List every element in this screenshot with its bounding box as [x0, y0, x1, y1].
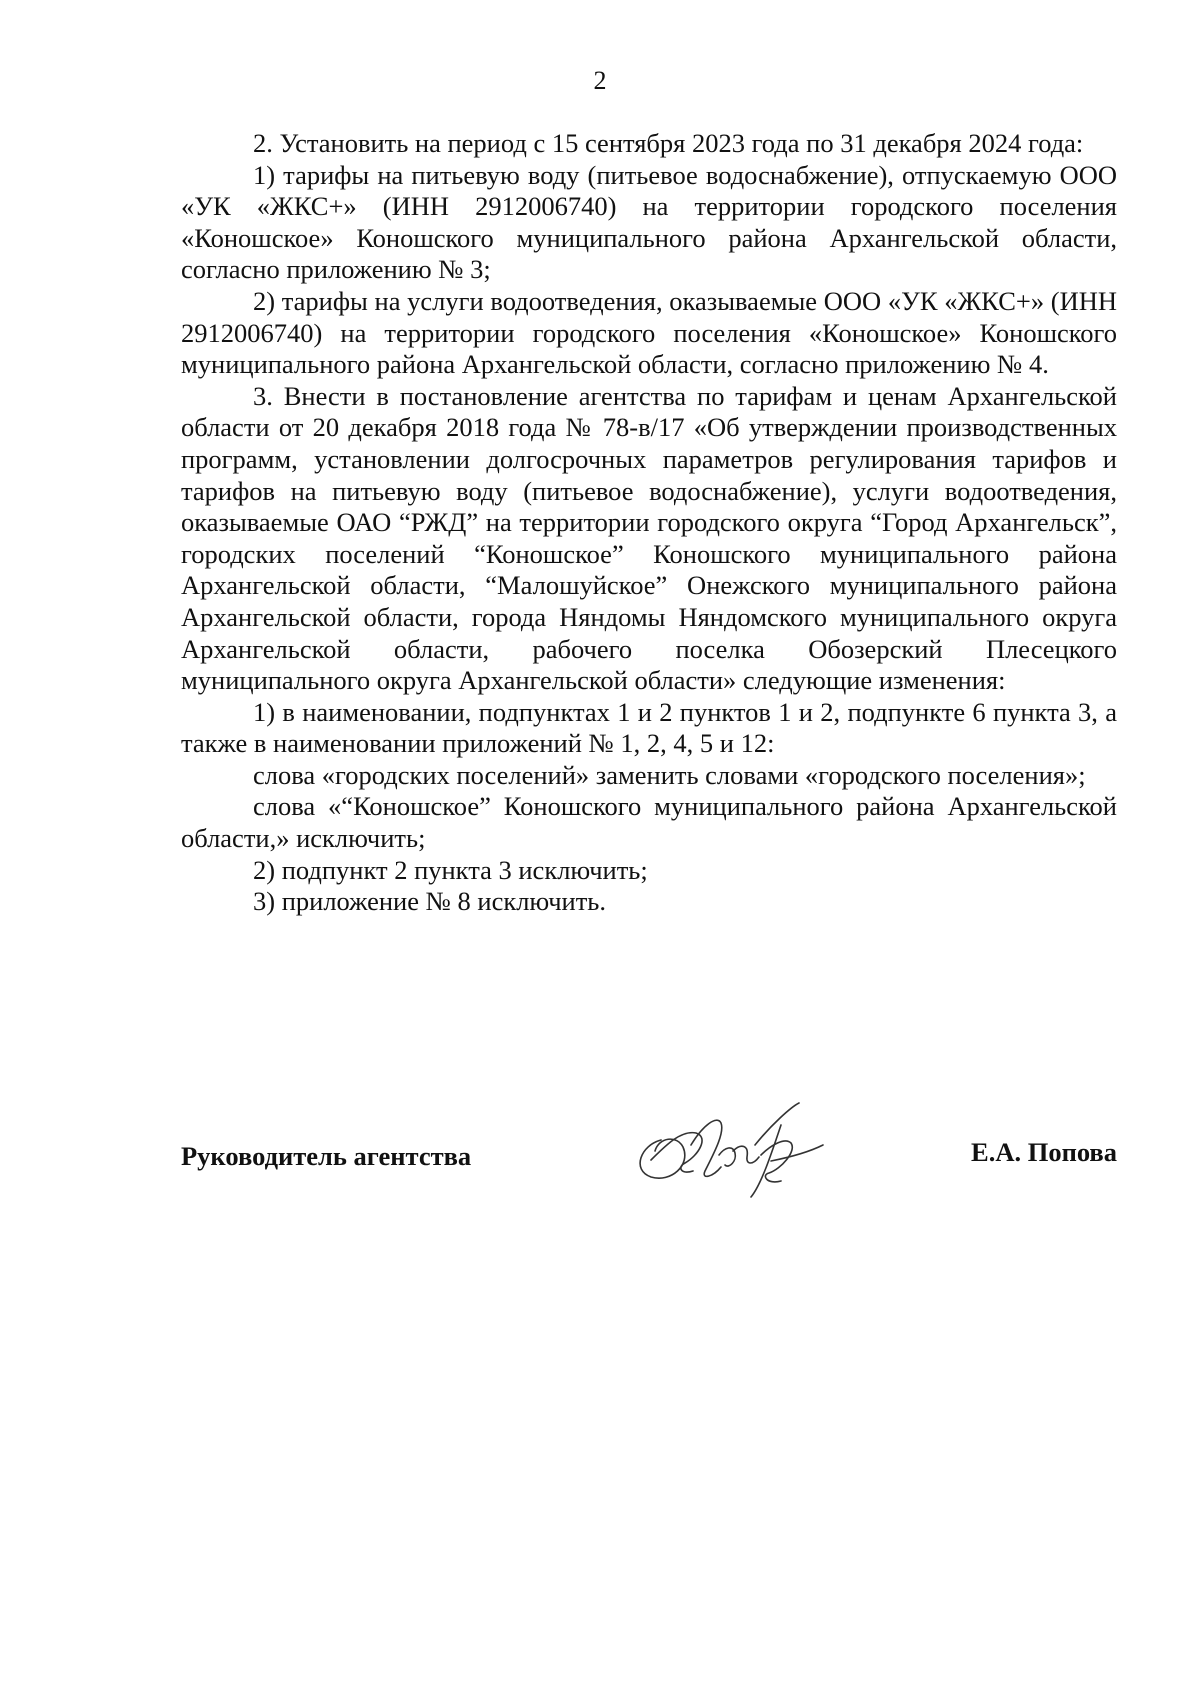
paragraph-2-item-1: 1) тарифы на питьевую воду (питьевое водоснабжение), отпускаемую ООО «УК «ЖКС+» (ИНН 2912006740) на территории городского поселения «Коношское» Коношского муниципального района Архангельской области, согласно приложению № 3; [181, 159, 1117, 285]
paragraph-3-item-2: 2) подпункт 2 пункта 3 исключить; [253, 854, 648, 885]
paragraph-3-heading: 3. Внести в постановление агентства по тарифам и ценам Архангельской области от 20 декабря 2018 года № 78-в/17 «Об утверждении производственных программ, установлении долгосрочных параметров регулирования тарифов и тарифов на питьевую воду (питьевое водоснабжение), услуги водоотведения, оказываемые ОАО “РЖД” на территории городского округа “Город Архангельск”, городских поселений “Коношское” Коношского муниципального района Архангельской области, “Малошуйское” Онежского муниципального района Архангельской области, города Няндомы Няндомского муниципального округа Архангельской области, рабочего поселка Обозерский Плесецкого муниципального округа Архангельской области» следующие изменения: [181, 380, 1117, 696]
paragraph-2-heading: 2. Установить на период с 15 сентября 2023 года по 31 декабря 2024 года: [253, 128, 1084, 158]
signature-block [181, 1100, 1117, 1220]
paragraph-2-item-2: 2) тарифы на услуги водоотведения, оказываемые ООО «УК «ЖКС+» (ИНН 2912006740) на территории городского поселения «Коношское» Коношского муниципального района Архангельской области, согласно приложению № 4. [181, 285, 1117, 380]
document-body [181, 128, 1117, 918]
signatory-name: Е.А. Попова [971, 1137, 1117, 1167]
signatory-title: Руководитель агентства [181, 1141, 472, 1171]
paragraph-3-item-1-replace: слова «городских поселений» заменить словами «городского поселения»; [253, 759, 1086, 790]
page-number: 2 [593, 66, 607, 95]
paragraph-3-item-1: 1) в наименовании, подпунктах 1 и 2 пунктов 1 и 2, подпункте 6 пункта 3, а также в наименовании приложений № 1, 2, 4, 5 и 12: [181, 696, 1117, 759]
handwritten-signature-icon [621, 1085, 841, 1205]
paragraph-3-item-1-exclude: слова «“Коношское” Коношского муниципального района Архангельской области,» исключить; [181, 791, 1117, 854]
paragraph-3-item-3: 3) приложение № 8 исключить. [253, 886, 607, 917]
